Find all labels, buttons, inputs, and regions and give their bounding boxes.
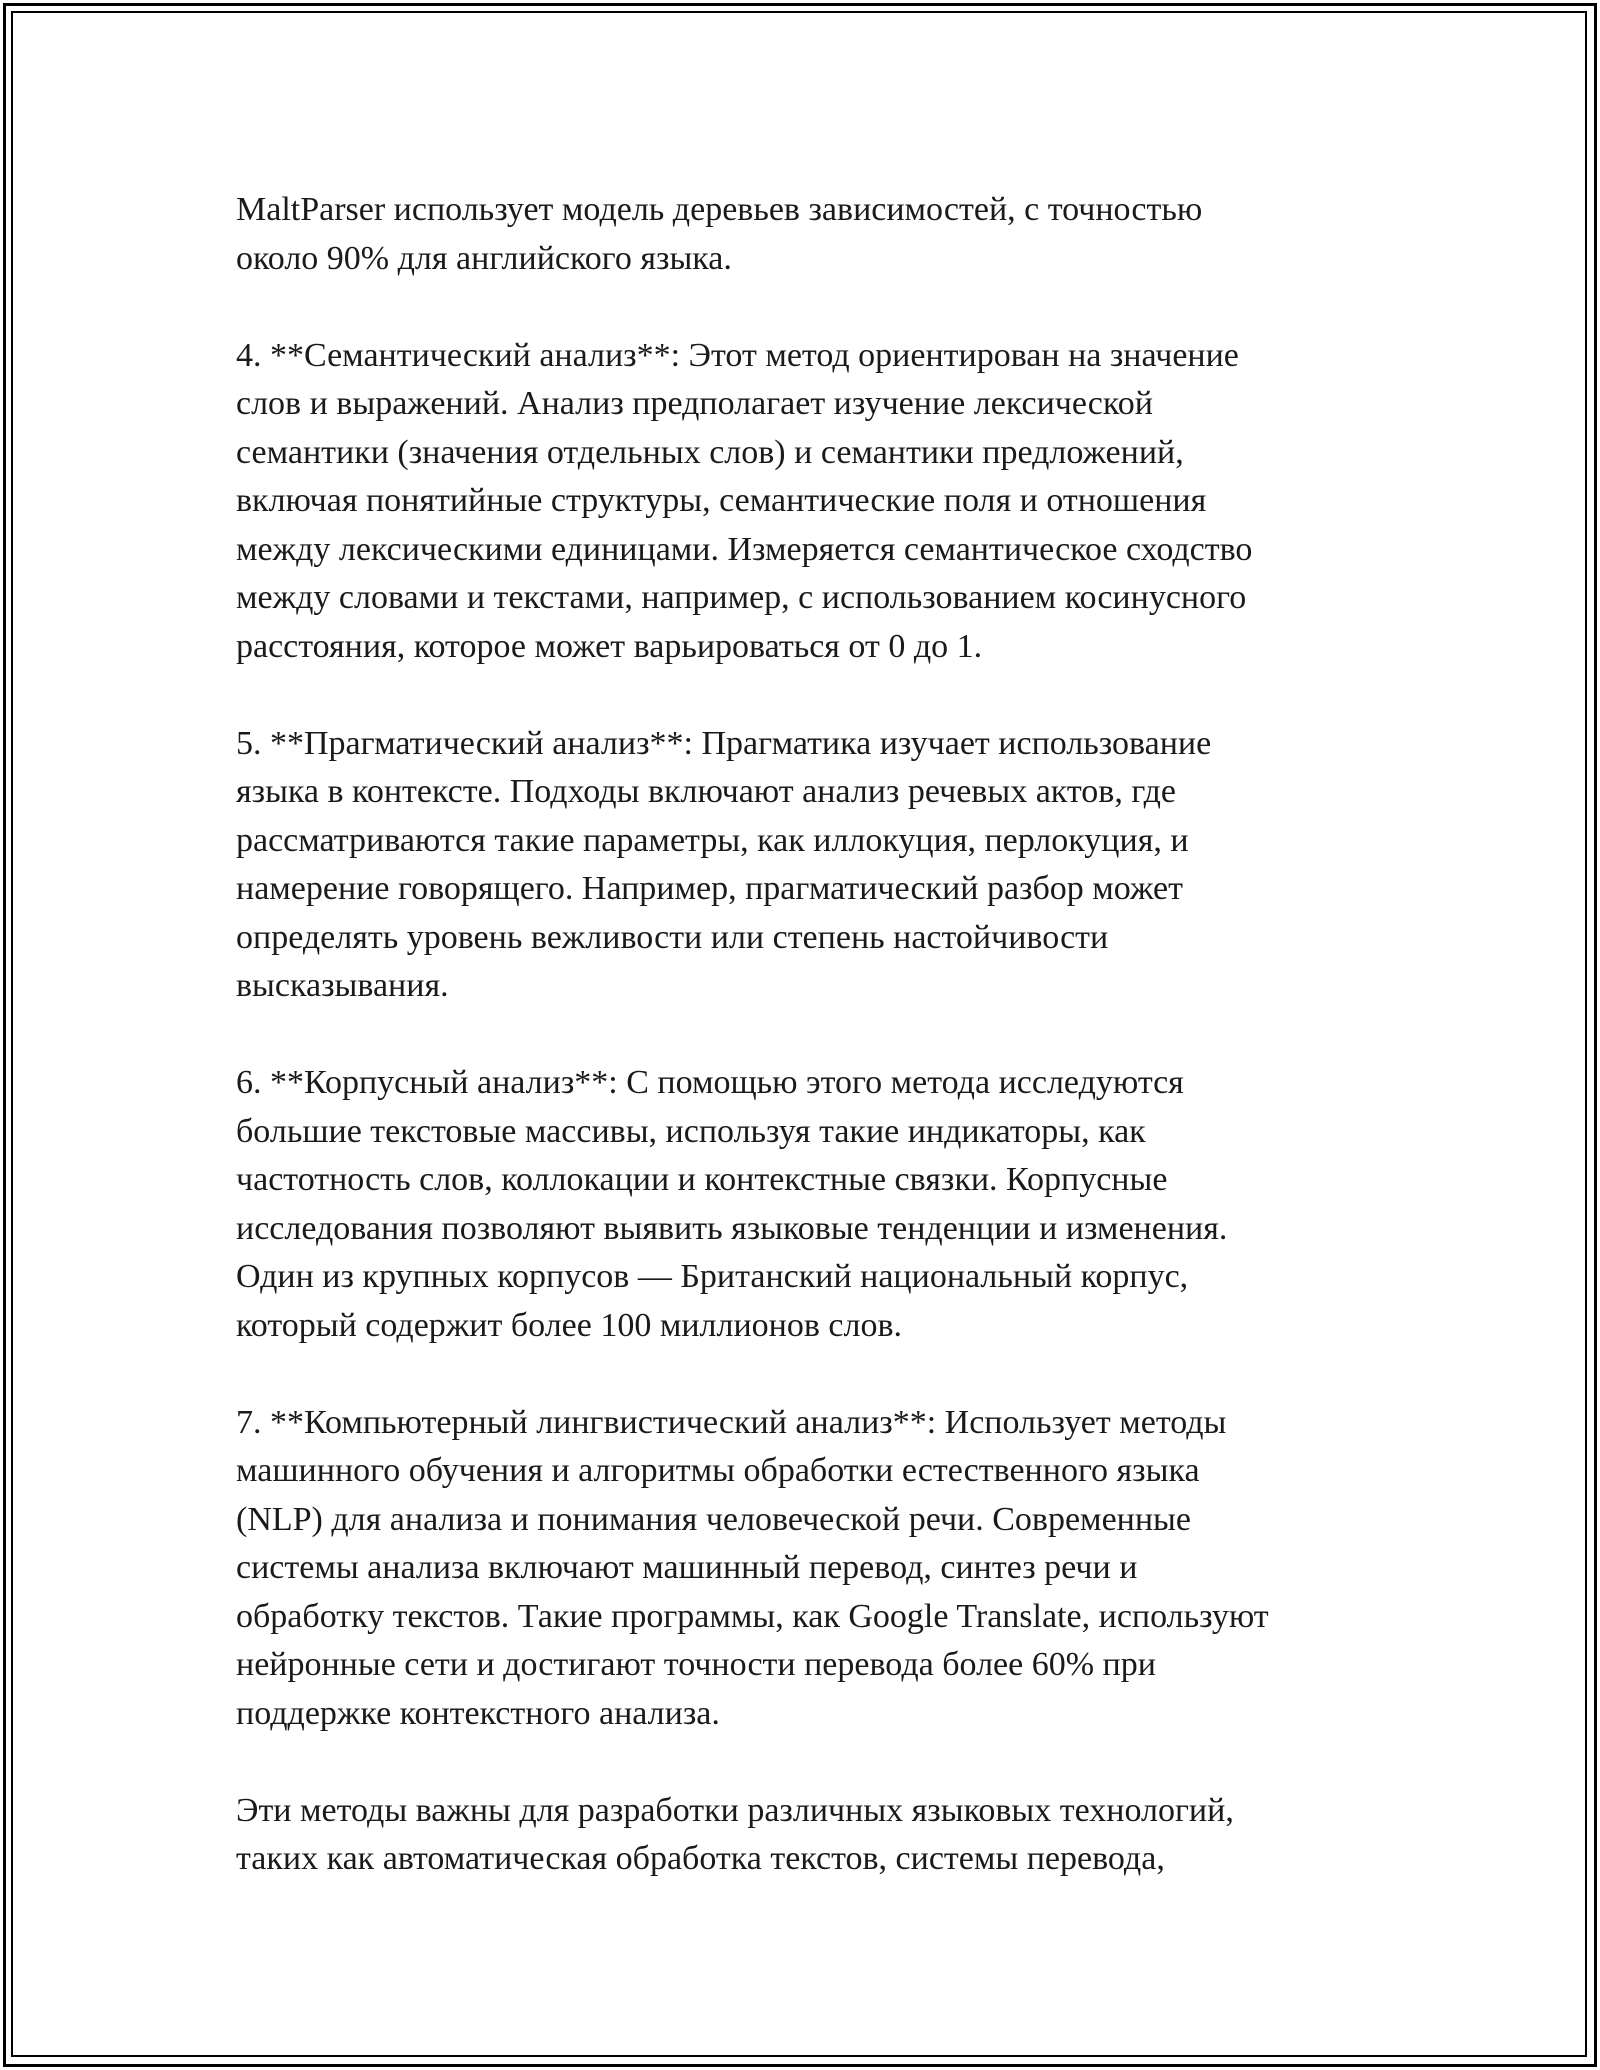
text-line: около 90% для английского языка. bbox=[236, 239, 732, 277]
text-line: машинного обучения и алгоритмы обработки естественного языка bbox=[236, 1452, 1200, 1489]
text-line: нейронные сети и достигают точности перевода более 60% при bbox=[236, 1646, 1156, 1683]
text-line: 5. **Прагматический анализ**: Прагматика изучает использование bbox=[236, 724, 1212, 762]
text-line: Один из крупных корпусов — Британский национальный корпус, bbox=[236, 1258, 1189, 1295]
text-line: MaltParser использует модель деревьев зависимостей, с точностью bbox=[236, 191, 1203, 228]
text-line: исследования позволяют выявить языковые тенденции и изменения. bbox=[236, 1209, 1228, 1247]
text-line: семантики (значения отдельных слов) и семантики предложений, bbox=[236, 433, 1184, 471]
paragraph-pragmatic-analysis bbox=[236, 720, 1376, 1011]
text-line: 7. **Компьютерный лингвистический анализ**: Использует методы bbox=[236, 1403, 1227, 1441]
text-line: 4. **Семантический анализ**: Этот метод ориентирован на значение bbox=[236, 336, 1239, 374]
text-line: таких как автоматическая обработка текстов, системы перевода, bbox=[236, 1840, 1165, 1877]
text-line: высказывания. bbox=[236, 967, 449, 1004]
text-line: системы анализа включают машинный перевод, синтез речи и bbox=[236, 1549, 1138, 1586]
text-line: включая понятийные структуры, семантические поля и отношения bbox=[236, 482, 1207, 519]
paragraph-conclusion bbox=[236, 1787, 1376, 1884]
paragraph-semantic-analysis bbox=[236, 332, 1376, 672]
text-line: между лексическими единицами. Измеряется семантическое сходство bbox=[236, 530, 1253, 568]
text-line: рассматриваются такие параметры, как иллокуция, перлокуция, и bbox=[236, 821, 1189, 859]
text-line: большие текстовые массивы, используя такие индикаторы, как bbox=[236, 1112, 1146, 1150]
text-line: намерение говорящего. Например, прагматический разбор может bbox=[236, 870, 1183, 907]
text-line: слов и выражений. Анализ предполагает изучение лексической bbox=[236, 385, 1153, 422]
text-line: определять уровень вежливости или степень настойчивости bbox=[236, 918, 1109, 956]
text-line: (NLP) для анализа и понимания человеческой речи. Современные bbox=[236, 1500, 1191, 1538]
paragraph-computational-analysis bbox=[236, 1399, 1376, 1739]
text-line: Эти методы важны для разработки различных языковых технологий, bbox=[236, 1791, 1234, 1829]
text-line: частотность слов, коллокации и контекстные связки. Корпусные bbox=[236, 1161, 1168, 1198]
paragraph-maltparser bbox=[236, 186, 1376, 283]
text-line: расстояния, которое может варьироваться от 0 до 1. bbox=[236, 627, 983, 665]
text-line: поддержке контекстного анализа. bbox=[236, 1694, 720, 1732]
text-line: обработку текстов. Такие программы, как Google Translate, используют bbox=[236, 1597, 1269, 1635]
paragraph-corpus-analysis bbox=[236, 1059, 1376, 1350]
text-line: 6. **Корпусный анализ**: С помощью этого метода исследуются bbox=[236, 1064, 1184, 1101]
text-line: языка в контексте. Подходы включают анализ речевых актов, где bbox=[236, 773, 1176, 810]
document-body bbox=[236, 186, 1376, 1932]
text-line: между словами и текстами, например, с использованием косинусного bbox=[236, 579, 1247, 616]
text-line: который содержит более 100 миллионов слов. bbox=[236, 1306, 903, 1344]
